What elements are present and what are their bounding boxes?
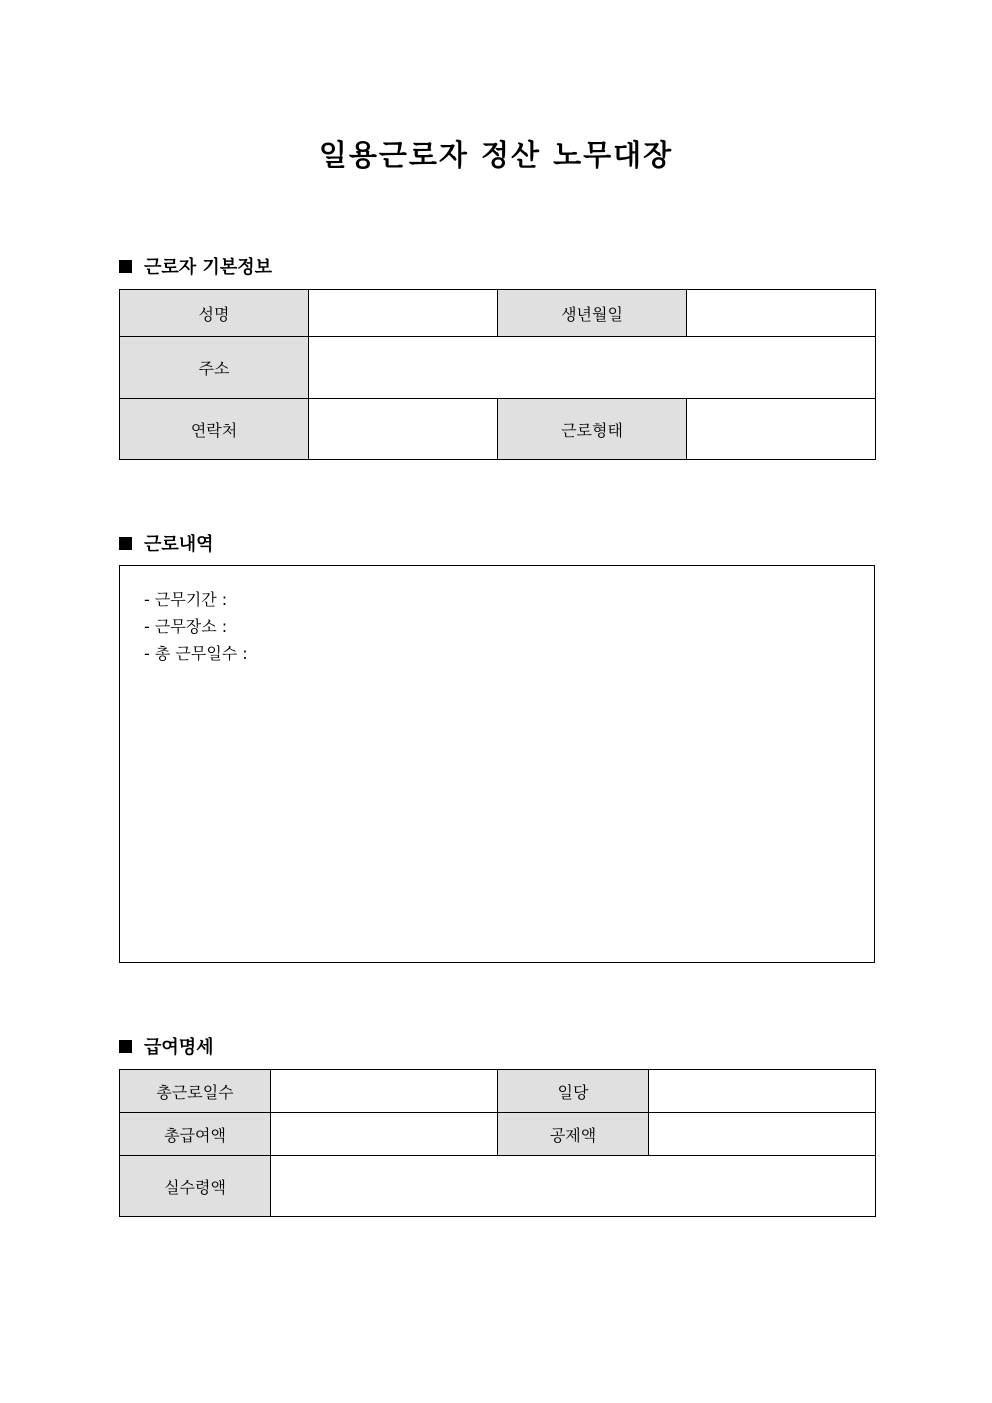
address-label: 주소: [120, 337, 309, 399]
birthdate-field[interactable]: [687, 290, 876, 337]
net-pay-field[interactable]: [271, 1156, 876, 1217]
total-workdays-line: - 총 근무일수 :: [144, 644, 248, 663]
table-row: [120, 1113, 876, 1156]
square-bullet-icon: [119, 260, 132, 273]
total-pay-label: 총급여액: [120, 1113, 271, 1156]
section-header-work-details: [119, 530, 214, 556]
total-workdays-label: 총근로일수: [120, 1070, 271, 1113]
pay-details-table: [119, 1069, 876, 1217]
work-period-line: - 근무기간 :: [144, 590, 228, 609]
square-bullet-icon: [119, 1040, 132, 1053]
contact-field[interactable]: [309, 399, 498, 460]
work-details-box[interactable]: [119, 565, 875, 963]
section-header-pay-details: [119, 1033, 214, 1059]
deduction-label: 공제액: [498, 1113, 649, 1156]
total-workdays-field[interactable]: [271, 1070, 498, 1113]
daily-wage-label: 일당: [498, 1070, 649, 1113]
name-label: 성명: [120, 290, 309, 337]
contact-label: 연락처: [120, 399, 309, 460]
name-field[interactable]: [309, 290, 498, 337]
section-title: 급여명세: [144, 1037, 214, 1058]
net-pay-label: 실수령액: [120, 1156, 271, 1217]
total-pay-field[interactable]: [271, 1113, 498, 1156]
page-title: 일용근로자 정산 노무대장: [318, 138, 674, 172]
basic-info-table: [119, 289, 876, 460]
employment-type-field[interactable]: [687, 399, 876, 460]
section-title: 근로자 기본정보: [144, 257, 272, 278]
section-title: 근로내역: [144, 534, 214, 555]
table-row: [120, 290, 876, 337]
deduction-field[interactable]: [649, 1113, 876, 1156]
square-bullet-icon: [119, 537, 132, 550]
address-field[interactable]: [309, 337, 876, 399]
daily-wage-field[interactable]: [649, 1070, 876, 1113]
work-place-line: - 근무장소 :: [144, 617, 228, 636]
employment-type-label: 근로형태: [498, 399, 687, 460]
table-row: [120, 1070, 876, 1113]
section-header-basic-info: [119, 253, 272, 279]
table-row: [120, 399, 876, 460]
birthdate-label: 생년월일: [498, 290, 687, 337]
table-row: [120, 337, 876, 399]
table-row: [120, 1156, 876, 1217]
